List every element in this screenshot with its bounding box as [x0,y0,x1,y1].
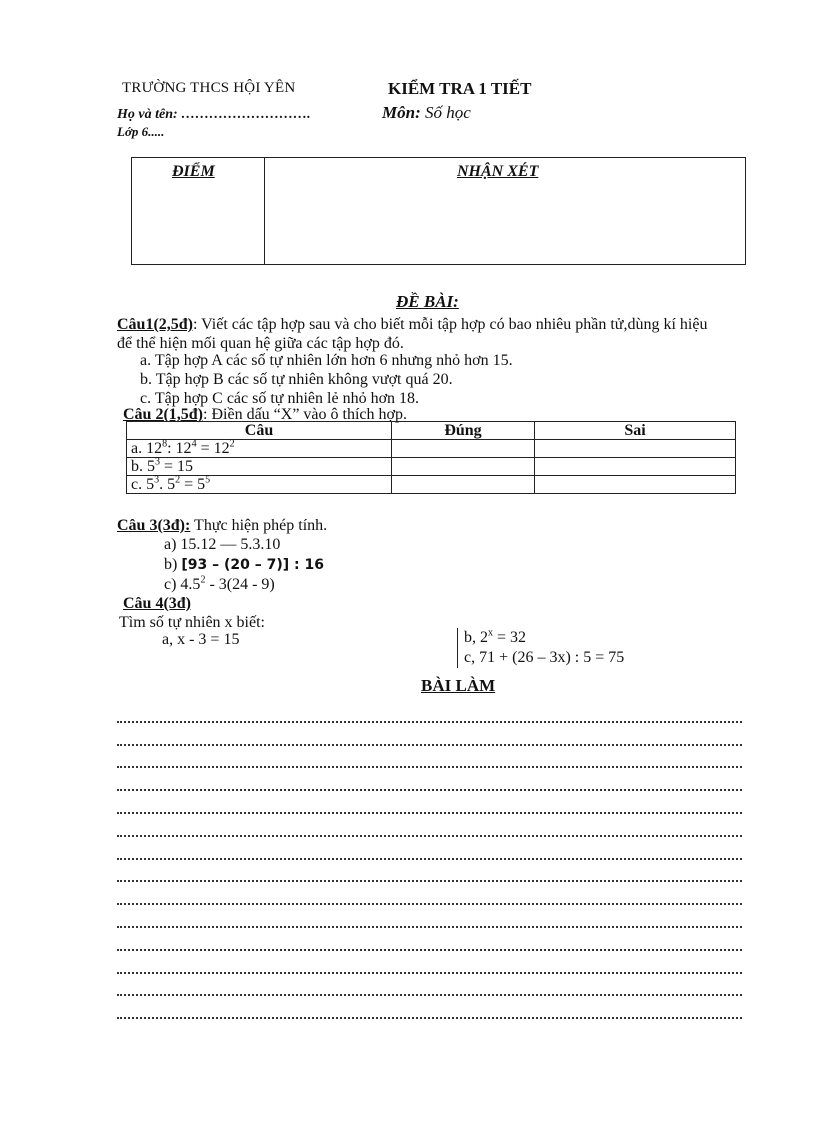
question-3-c: c) $4.5^2 - 3(24 - 9)$ [164,574,275,593]
question-3 [117,516,327,535]
statement-b: b. $5^3 = 15$ [127,458,392,476]
question-4-a: a, x - 3 = 15 [162,631,240,648]
answer-line[interactable] [117,700,742,723]
table-row [127,476,736,494]
statement-a: a. $12^8$: $12^4 = 12^2$ [127,440,392,458]
question-1-item-c: c. Tập hợp C các số tự nhiên lẻ nhỏ hơn 18. [140,390,420,407]
question-1-items [140,351,513,408]
answer-line[interactable] [117,768,742,791]
score-heading: ĐIỂM [172,163,215,180]
column-header-true: Đúng [392,422,535,440]
answer-line[interactable] [117,905,742,928]
question-4 [123,594,191,613]
answer-line[interactable] [117,951,742,974]
answer-line[interactable] [117,974,742,997]
answer-area[interactable] [117,700,742,1019]
question-4-heading: Câu 4(3đ) [123,595,192,612]
class-label: Lớp 6..... [117,124,165,139]
exam-section-title: ĐỀ BÀI: [396,292,459,311]
column-header-false: Sai [535,422,736,440]
answer-line[interactable] [117,837,742,860]
answer-cell-true-a[interactable] [392,440,535,458]
subject-value: Số học [424,103,471,122]
answer-line[interactable] [117,791,742,814]
answer-line[interactable] [117,928,742,951]
table-header-row [127,422,736,440]
answer-line[interactable] [117,882,742,905]
question-3-items [164,535,324,595]
subject-label: Môn: [382,103,421,122]
answer-cell-false-a[interactable] [535,440,736,458]
answer-line[interactable] [117,746,742,769]
question-3-heading: Câu 3(3đ): [117,517,191,534]
question-1-heading: Câu1(2,5đ) [117,316,194,333]
question-3-b-expression: [93 – (20 – 7)] : 16 [181,557,324,573]
true-false-table [126,421,736,494]
table-row [127,440,736,458]
work-area-title: BÀI LÀM [421,676,496,695]
table-row [127,458,736,476]
answer-cell-true-b[interactable] [392,458,535,476]
statement-c: c. $5^3$. $5^2 = 5^5$ [127,476,392,494]
question-2-heading: Câu 2(1,5đ) [123,406,204,423]
question-3-text: Thực hiện phép tính. [190,517,328,534]
question-4-b: b, $2^x = 32$ [464,627,527,646]
column-header-question: Câu [127,422,392,440]
answer-cell-false-b[interactable] [535,458,736,476]
test-title: KIỂM TRA 1 TIẾT [388,79,532,98]
question-1-item-b: b. Tập hợp B các số tự nhiên không vượt quá 20. [140,371,453,388]
question-1-text: : Viết các tập hợp sau và cho biết mỗi tập hợp có bao nhiêu phần tử,dùng kí hiệu để thể hiện mối quan hệ giữa các tập hợp đó. [117,316,708,352]
score-box [131,157,746,265]
score-box-divider [264,158,265,264]
question-4-c: c, 71 + (26 – 3x) : 5 = 75 [464,649,625,666]
student-name-label: Họ và tên: ………………………. [117,107,311,122]
answer-line[interactable] [117,723,742,746]
question-3-b: b) [93 – (20 – 7)] : 16 [164,556,324,573]
question-3-a: a) 15.12 — 5.3.10 [164,536,281,553]
subject [382,103,471,123]
question-4-right-column [457,628,624,668]
comment-heading: NHẬN XÉT [457,163,539,180]
school-name: TRƯỜNG THCS HỘI YÊN [122,80,296,96]
answer-line[interactable] [117,814,742,837]
question-2-text: : Điền dấu “X” vào ô thích hợp. [203,406,407,423]
answer-line[interactable] [117,860,742,883]
answer-cell-true-c[interactable] [392,476,535,494]
question-4-intro: Tìm số tự nhiên x biết: [119,614,265,631]
answer-line[interactable] [117,996,742,1019]
question-1-item-a: a. Tập hợp A các số tự nhiên lớn hơn 6 nhưng nhỏ hơn 15. [140,352,513,369]
answer-cell-false-c[interactable] [535,476,736,494]
question-1 [117,315,717,353]
